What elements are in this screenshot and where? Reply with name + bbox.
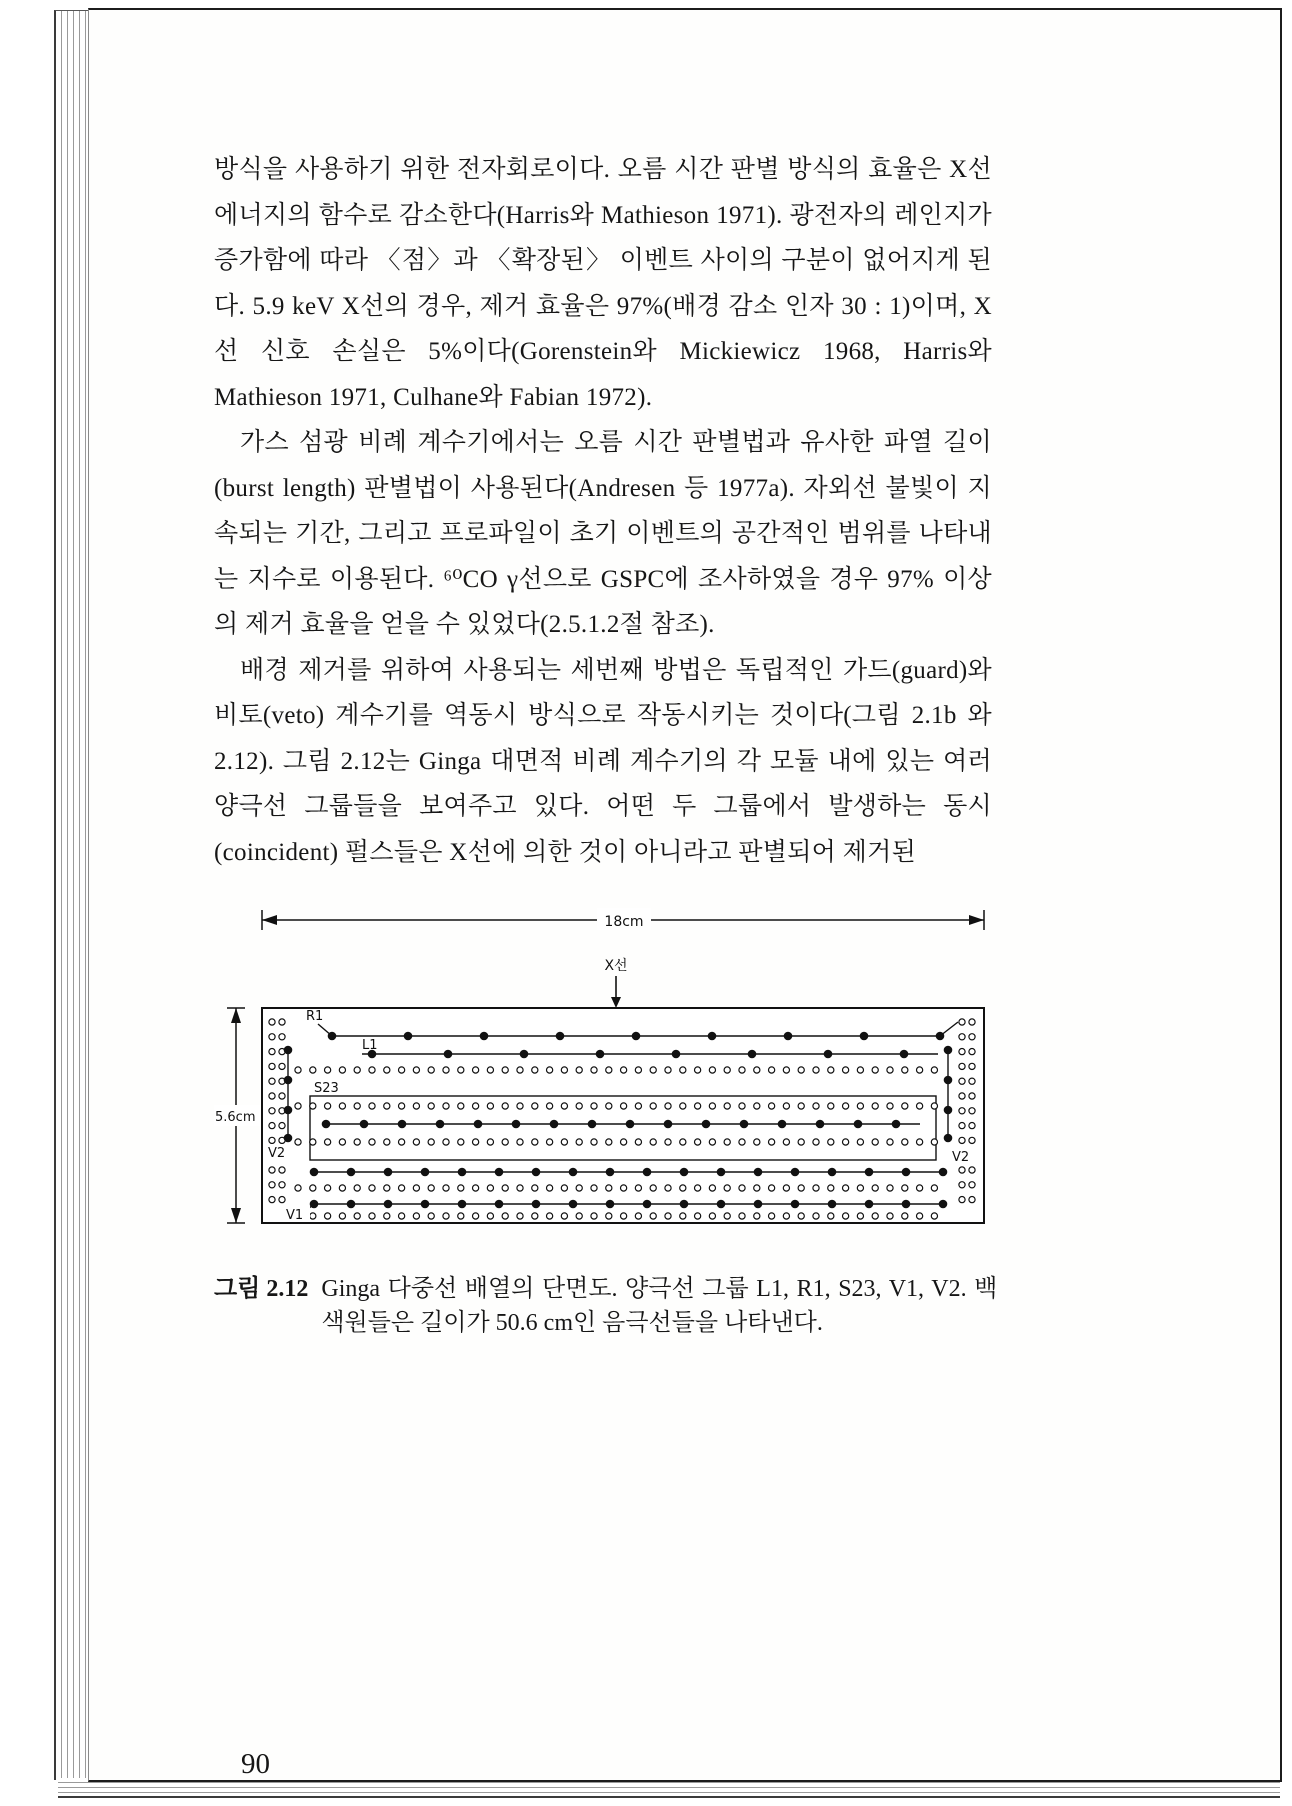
page-edge-stack-left xyxy=(54,10,90,1780)
body-paragraph: 배경 제거를 위하여 사용되는 세번째 방법은 독립적인 가드(guard)와 비토(veto) 계수기를 역동시 방식으로 작동시키는 것이다(그림 2.1b 와 2.12). 그림 2.12는 Ginga 대면적 비례 계수기의 각 모듈 내에 있는 여러 양극선 그룹들을 보여주고 있다. 어떤 두 그룹에서 발생하는 동시(coincident) 펄스들은 X선에 의한 것이 아니라고 판별되어 제거된 xyxy=(214,656,992,866)
s23-label: S23 xyxy=(314,1081,339,1096)
v1-label: V1 xyxy=(286,1208,304,1223)
r1-label: R1 xyxy=(306,1009,324,1024)
body-text xyxy=(214,147,992,875)
body-paragraph: 방식을 사용하기 위한 전자회로이다. 오름 시간 판별 방식의 효율은 X선 에너지의 함수로 감소한다(Harris와 Mathieson 1971). 광전자의 레인지가 증가함에 따라 〈점〉과 〈확장된〉 이벤트 사이의 구분이 없어지게 된다. 5.9 keV X선의 경우, 제거 효율은 97%(배경 감소 인자 30 : 1)이며, X선 신호 손실은 5%이다(Gorenstein와 Mickiewicz 1968, Harris와 Mathieson 1971, Culhane와 Fabian 1972). xyxy=(214,156,992,411)
body-paragraph: 가스 섬광 비례 계수기에서는 오름 시간 판별법과 유사한 파열 길이(burst length) 판별법이 사용된다(Andresen 등 1977a). 자외선 불빛이 지속되는 기간, 그리고 프로파일이 초기 이벤트의 공간적인 범위를 나타내는 지수로 이용된다. ⁶⁰CO γ선으로 GSPC에 조사하였을 경우 97% 이상의 제거 효율을 얻을 수 있었다(2.5.1.2절 참조). xyxy=(214,429,992,638)
l1-label: L1 xyxy=(362,1038,378,1053)
figure-2-12 xyxy=(214,898,1024,1258)
figure-caption-text: Ginga 다중선 배열의 단면도. 양극선 그룹 L1, R1, S23, V1, V2. 백색원들은 길이가 50.6 cm인 음극선들을 나타낸다. xyxy=(321,1276,998,1336)
xray-arrow-icon xyxy=(611,976,621,1008)
v2-left-label: V2 xyxy=(268,1146,286,1161)
page xyxy=(88,8,1282,1782)
wire-array-diagram xyxy=(214,898,1024,1258)
figure-caption-label: 그림 2.12 xyxy=(214,1276,309,1302)
xray-label: X선 xyxy=(604,958,628,974)
figure-caption xyxy=(214,1272,1024,1340)
width-dimension-label: 18cm xyxy=(604,914,644,930)
v2-right-label: V2 xyxy=(952,1150,970,1165)
page-number: 90 xyxy=(241,1748,270,1780)
height-dimension-label: 5.6cm xyxy=(215,1110,256,1125)
